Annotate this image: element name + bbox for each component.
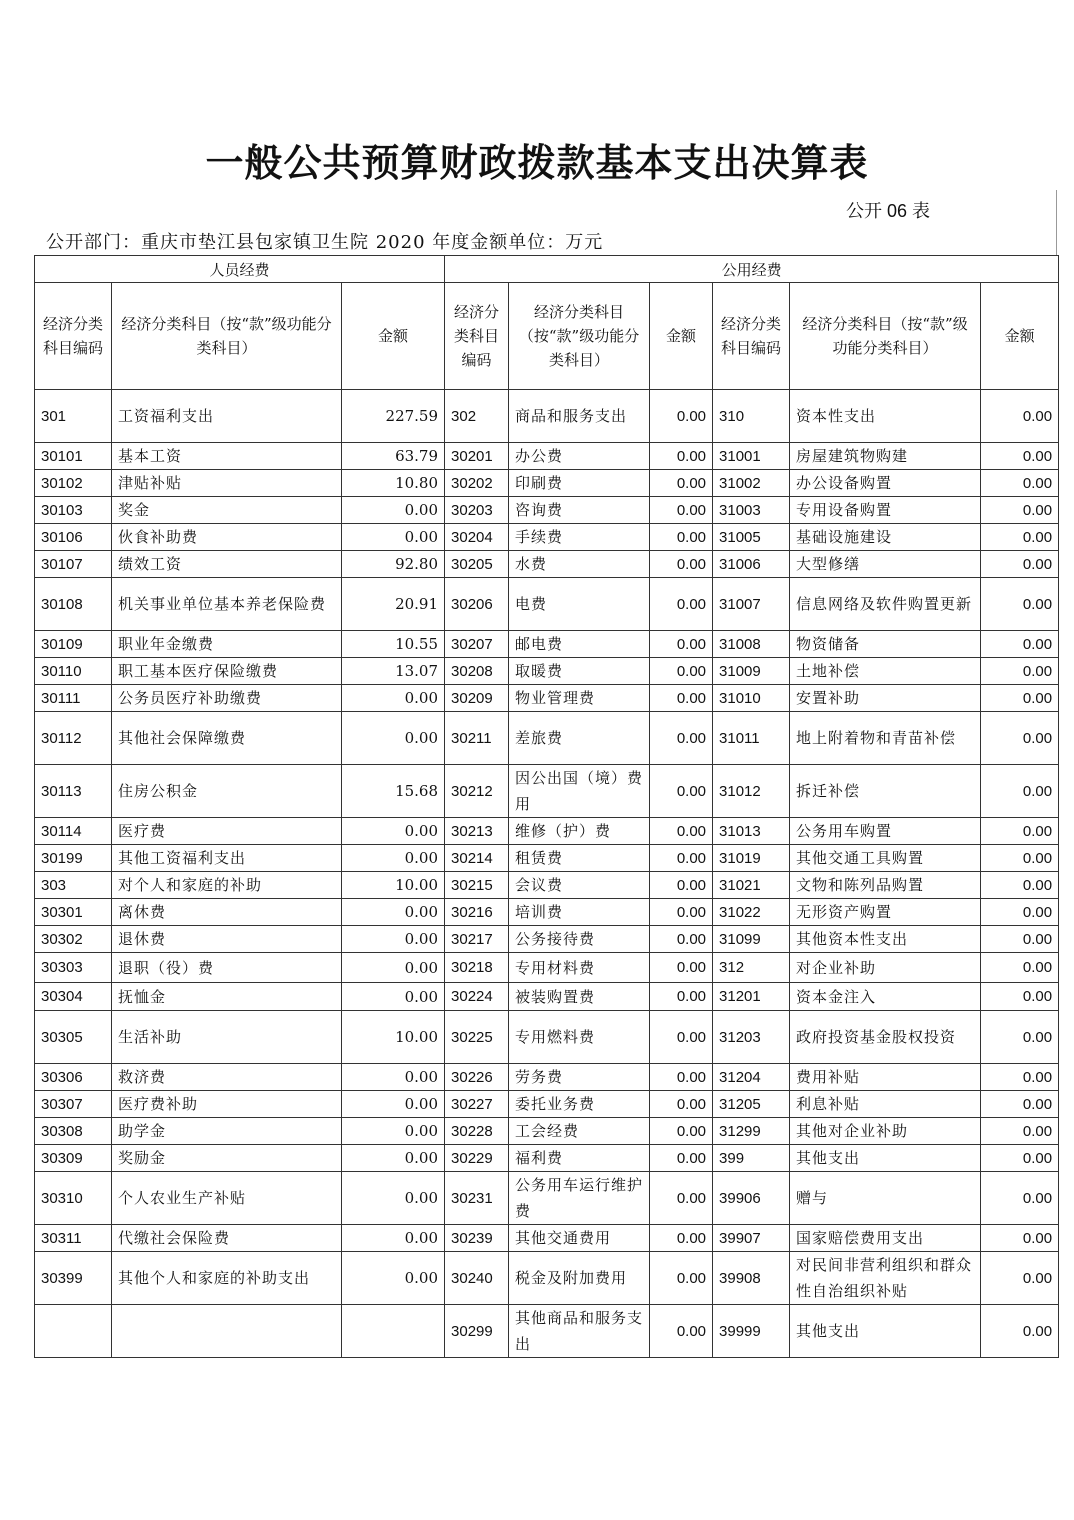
cell-goods-code: 30211 bbox=[445, 712, 509, 765]
cell-capital-amount: 0.00 bbox=[981, 551, 1059, 578]
cell-personnel-name: 公务员医疗补助缴费 bbox=[112, 685, 342, 712]
cell-goods-code: 30217 bbox=[445, 926, 509, 953]
cell-capital-code: 39908 bbox=[713, 1252, 790, 1305]
cell-personnel-amount: 227.59 bbox=[342, 390, 445, 443]
cell-personnel-amount: 0.00 bbox=[342, 524, 445, 551]
col-header-goods-name: 经济分类科目（按“款”级功能分类科目） bbox=[509, 283, 650, 390]
col-header-personnel-amount: 金额 bbox=[342, 283, 445, 390]
cell-personnel-name: 离休费 bbox=[112, 899, 342, 926]
table-row bbox=[35, 1091, 1059, 1118]
cell-goods-amount: 0.00 bbox=[650, 1225, 713, 1252]
col-header-capital-name: 经济分类科目（按“款”级功能分类科目） bbox=[790, 283, 981, 390]
cell-capital-name: 大型修缮 bbox=[790, 551, 981, 578]
table-row bbox=[35, 578, 1059, 631]
cell-personnel-name: 津贴补贴 bbox=[112, 470, 342, 497]
cell-personnel-code: 30112 bbox=[35, 712, 112, 765]
cell-personnel-name bbox=[112, 1305, 342, 1358]
cell-capital-amount: 0.00 bbox=[981, 1252, 1059, 1305]
cell-personnel-name: 工资福利支出 bbox=[112, 390, 342, 443]
cell-goods-amount: 0.00 bbox=[650, 1305, 713, 1358]
cell-personnel-name: 医疗费补助 bbox=[112, 1091, 342, 1118]
cell-personnel-name: 医疗费 bbox=[112, 818, 342, 845]
cell-goods-amount: 0.00 bbox=[650, 926, 713, 953]
cell-capital-code: 31203 bbox=[713, 1011, 790, 1064]
cell-capital-name: 国家赔偿费用支出 bbox=[790, 1225, 981, 1252]
cell-personnel-code: 30103 bbox=[35, 497, 112, 524]
table-row bbox=[35, 497, 1059, 524]
department-unit-line: 公开部门：重庆市垫江县包家镇卫生院 2020 年度金额单位：万元 bbox=[46, 232, 604, 253]
cell-goods-code: 30203 bbox=[445, 497, 509, 524]
cell-capital-amount: 0.00 bbox=[981, 953, 1059, 983]
cell-capital-name: 拆迁补偿 bbox=[790, 765, 981, 818]
public-expense-header: 公用经费 bbox=[445, 256, 1059, 283]
cell-capital-name: 办公设备购置 bbox=[790, 470, 981, 497]
cell-capital-amount: 0.00 bbox=[981, 631, 1059, 658]
cell-goods-amount: 0.00 bbox=[650, 983, 713, 1011]
cell-capital-amount: 0.00 bbox=[981, 443, 1059, 470]
cell-capital-code: 39906 bbox=[713, 1172, 790, 1225]
cell-goods-name: 被装购置费 bbox=[509, 983, 650, 1011]
cell-capital-name: 资本金注入 bbox=[790, 983, 981, 1011]
table-row bbox=[35, 926, 1059, 953]
cell-goods-code: 30215 bbox=[445, 872, 509, 899]
cell-personnel-amount: 0.00 bbox=[342, 1145, 445, 1172]
cell-capital-code: 31022 bbox=[713, 899, 790, 926]
cell-capital-name: 文物和陈列品购置 bbox=[790, 872, 981, 899]
cell-goods-name: 咨询费 bbox=[509, 497, 650, 524]
cell-goods-name: 租赁费 bbox=[509, 845, 650, 872]
cell-personnel-code: 30309 bbox=[35, 1145, 112, 1172]
cell-capital-name: 无形资产购置 bbox=[790, 899, 981, 926]
cell-capital-amount: 0.00 bbox=[981, 845, 1059, 872]
cell-capital-name: 其他支出 bbox=[790, 1305, 981, 1358]
cell-personnel-amount: 0.00 bbox=[342, 899, 445, 926]
cell-personnel-code: 30110 bbox=[35, 658, 112, 685]
cell-personnel-name: 奖金 bbox=[112, 497, 342, 524]
cell-capital-code: 31008 bbox=[713, 631, 790, 658]
table-row bbox=[35, 845, 1059, 872]
cell-goods-code: 30207 bbox=[445, 631, 509, 658]
table-row bbox=[35, 953, 1059, 983]
cell-goods-name: 公务用车运行维护费 bbox=[509, 1172, 650, 1225]
cell-capital-amount: 0.00 bbox=[981, 390, 1059, 443]
cell-capital-amount: 0.00 bbox=[981, 1011, 1059, 1064]
cell-personnel-code: 30301 bbox=[35, 899, 112, 926]
cell-personnel-amount: 0.00 bbox=[342, 1252, 445, 1305]
cell-personnel-code: 303 bbox=[35, 872, 112, 899]
cell-capital-name: 信息网络及软件购置更新 bbox=[790, 578, 981, 631]
cell-personnel-name: 奖励金 bbox=[112, 1145, 342, 1172]
cell-goods-amount: 0.00 bbox=[650, 712, 713, 765]
cell-capital-name: 安置补助 bbox=[790, 685, 981, 712]
cell-personnel-name: 对个人和家庭的补助 bbox=[112, 872, 342, 899]
cell-personnel-code: 30111 bbox=[35, 685, 112, 712]
cell-personnel-code: 30101 bbox=[35, 443, 112, 470]
cell-goods-code: 30299 bbox=[445, 1305, 509, 1358]
cell-goods-name: 其他商品和服务支出 bbox=[509, 1305, 650, 1358]
cell-capital-code: 39999 bbox=[713, 1305, 790, 1358]
table-number: 公开 06 表 bbox=[846, 201, 931, 221]
cell-personnel-amount: 0.00 bbox=[342, 1225, 445, 1252]
cell-goods-code: 30209 bbox=[445, 685, 509, 712]
table-row bbox=[35, 658, 1059, 685]
cell-goods-name: 印刷费 bbox=[509, 470, 650, 497]
table-row bbox=[35, 1225, 1059, 1252]
col-header-personnel-code: 经济分类科目编码 bbox=[35, 283, 112, 390]
cell-capital-name: 房屋建筑物购建 bbox=[790, 443, 981, 470]
cell-goods-amount: 0.00 bbox=[650, 1118, 713, 1145]
cell-personnel-code: 30307 bbox=[35, 1091, 112, 1118]
cell-personnel-amount: 0.00 bbox=[342, 926, 445, 953]
cell-goods-name: 电费 bbox=[509, 578, 650, 631]
cell-goods-code: 30240 bbox=[445, 1252, 509, 1305]
cell-personnel-amount: 0.00 bbox=[342, 712, 445, 765]
table-row bbox=[35, 443, 1059, 470]
cell-personnel-code: 30102 bbox=[35, 470, 112, 497]
cell-personnel-code: 30305 bbox=[35, 1011, 112, 1064]
cell-personnel-amount: 10.00 bbox=[342, 1011, 445, 1064]
cell-capital-name: 基础设施建设 bbox=[790, 524, 981, 551]
cell-personnel-amount: 0.00 bbox=[342, 1172, 445, 1225]
cell-capital-code: 31205 bbox=[713, 1091, 790, 1118]
cell-capital-code: 31099 bbox=[713, 926, 790, 953]
cell-capital-code: 31019 bbox=[713, 845, 790, 872]
cell-capital-name: 政府投资基金股权投资 bbox=[790, 1011, 981, 1064]
table-row bbox=[35, 685, 1059, 712]
table-row bbox=[35, 631, 1059, 658]
cell-personnel-amount bbox=[342, 1305, 445, 1358]
cell-capital-amount: 0.00 bbox=[981, 983, 1059, 1011]
table-row bbox=[35, 983, 1059, 1011]
cell-goods-amount: 0.00 bbox=[650, 551, 713, 578]
cell-personnel-amount: 13.07 bbox=[342, 658, 445, 685]
cell-goods-amount: 0.00 bbox=[650, 443, 713, 470]
cell-capital-name: 费用补贴 bbox=[790, 1064, 981, 1091]
cell-personnel-amount: 15.68 bbox=[342, 765, 445, 818]
cell-personnel-name: 绩效工资 bbox=[112, 551, 342, 578]
cell-capital-name: 资本性支出 bbox=[790, 390, 981, 443]
cell-goods-name: 工会经费 bbox=[509, 1118, 650, 1145]
col-header-capital-amount: 金额 bbox=[981, 283, 1059, 390]
cell-personnel-code: 301 bbox=[35, 390, 112, 443]
cell-capital-amount: 0.00 bbox=[981, 497, 1059, 524]
table-row bbox=[35, 1064, 1059, 1091]
cell-goods-code: 30214 bbox=[445, 845, 509, 872]
cell-goods-amount: 0.00 bbox=[650, 631, 713, 658]
cell-goods-name: 公务接待费 bbox=[509, 926, 650, 953]
cell-capital-name: 其他资本性支出 bbox=[790, 926, 981, 953]
cell-goods-amount: 0.00 bbox=[650, 872, 713, 899]
cell-goods-amount: 0.00 bbox=[650, 1172, 713, 1225]
cell-capital-code: 312 bbox=[713, 953, 790, 983]
cell-personnel-amount: 63.79 bbox=[342, 443, 445, 470]
cell-goods-amount: 0.00 bbox=[650, 1064, 713, 1091]
cell-capital-amount: 0.00 bbox=[981, 712, 1059, 765]
cell-personnel-code: 30303 bbox=[35, 953, 112, 983]
cell-goods-name: 劳务费 bbox=[509, 1064, 650, 1091]
cell-capital-code: 31299 bbox=[713, 1118, 790, 1145]
cell-personnel-name: 其他个人和家庭的补助支出 bbox=[112, 1252, 342, 1305]
cell-personnel-code: 30308 bbox=[35, 1118, 112, 1145]
cell-personnel-name: 救济费 bbox=[112, 1064, 342, 1091]
cell-personnel-amount: 0.00 bbox=[342, 983, 445, 1011]
cell-goods-amount: 0.00 bbox=[650, 390, 713, 443]
cell-capital-amount: 0.00 bbox=[981, 1172, 1059, 1225]
cell-capital-amount: 0.00 bbox=[981, 1145, 1059, 1172]
cell-goods-amount: 0.00 bbox=[650, 1011, 713, 1064]
cell-personnel-amount: 0.00 bbox=[342, 1091, 445, 1118]
cell-personnel-amount: 0.00 bbox=[342, 1118, 445, 1145]
cell-goods-code: 30218 bbox=[445, 953, 509, 983]
cell-goods-name: 税金及附加费用 bbox=[509, 1252, 650, 1305]
table-row bbox=[35, 470, 1059, 497]
cell-goods-amount: 0.00 bbox=[650, 899, 713, 926]
cell-personnel-name: 伙食补助费 bbox=[112, 524, 342, 551]
cell-personnel-amount: 0.00 bbox=[342, 818, 445, 845]
cell-goods-code: 30206 bbox=[445, 578, 509, 631]
cell-goods-amount: 0.00 bbox=[650, 1091, 713, 1118]
cell-personnel-name: 职工基本医疗保险缴费 bbox=[112, 658, 342, 685]
cell-goods-code: 30202 bbox=[445, 470, 509, 497]
table-row bbox=[35, 1145, 1059, 1172]
cell-goods-name: 差旅费 bbox=[509, 712, 650, 765]
cell-personnel-name: 抚恤金 bbox=[112, 983, 342, 1011]
cell-goods-amount: 0.00 bbox=[650, 845, 713, 872]
cell-capital-name: 专用设备购置 bbox=[790, 497, 981, 524]
cell-personnel-code: 30109 bbox=[35, 631, 112, 658]
table-row bbox=[35, 1252, 1059, 1305]
cell-capital-amount: 0.00 bbox=[981, 926, 1059, 953]
cell-capital-code: 31002 bbox=[713, 470, 790, 497]
cell-capital-code: 31006 bbox=[713, 551, 790, 578]
cell-goods-name: 会议费 bbox=[509, 872, 650, 899]
table-row bbox=[35, 1305, 1059, 1358]
cell-capital-amount: 0.00 bbox=[981, 1064, 1059, 1091]
table-row bbox=[35, 899, 1059, 926]
cell-goods-code: 30201 bbox=[445, 443, 509, 470]
cell-capital-name: 其他对企业补助 bbox=[790, 1118, 981, 1145]
table-row bbox=[35, 765, 1059, 818]
cell-personnel-code: 30306 bbox=[35, 1064, 112, 1091]
cell-goods-amount: 0.00 bbox=[650, 578, 713, 631]
cell-capital-name: 物资储备 bbox=[790, 631, 981, 658]
cell-personnel-name: 退休费 bbox=[112, 926, 342, 953]
cell-goods-amount: 0.00 bbox=[650, 953, 713, 983]
cell-capital-amount: 0.00 bbox=[981, 470, 1059, 497]
cell-personnel-name: 生活补助 bbox=[112, 1011, 342, 1064]
cell-personnel-amount: 0.00 bbox=[342, 685, 445, 712]
cell-goods-name: 物业管理费 bbox=[509, 685, 650, 712]
cell-goods-name: 福利费 bbox=[509, 1145, 650, 1172]
cell-goods-code: 30212 bbox=[445, 765, 509, 818]
table-row bbox=[35, 1011, 1059, 1064]
cell-goods-name: 邮电费 bbox=[509, 631, 650, 658]
cell-goods-code: 30229 bbox=[445, 1145, 509, 1172]
cell-capital-name: 公务用车购置 bbox=[790, 818, 981, 845]
cell-personnel-code: 30302 bbox=[35, 926, 112, 953]
cell-goods-code: 30228 bbox=[445, 1118, 509, 1145]
cell-personnel-amount: 0.00 bbox=[342, 497, 445, 524]
cell-goods-amount: 0.00 bbox=[650, 1252, 713, 1305]
cell-goods-code: 30213 bbox=[445, 818, 509, 845]
cell-personnel-amount: 20.91 bbox=[342, 578, 445, 631]
cell-goods-amount: 0.00 bbox=[650, 685, 713, 712]
personnel-expense-header: 人员经费 bbox=[35, 256, 445, 283]
table-row bbox=[35, 551, 1059, 578]
cell-capital-code: 39907 bbox=[713, 1225, 790, 1252]
cell-goods-name: 专用燃料费 bbox=[509, 1011, 650, 1064]
table-row bbox=[35, 390, 1059, 443]
cell-capital-code: 310 bbox=[713, 390, 790, 443]
cell-capital-name: 赠与 bbox=[790, 1172, 981, 1225]
table-row bbox=[35, 1118, 1059, 1145]
cell-personnel-code: 30108 bbox=[35, 578, 112, 631]
cell-goods-name: 手续费 bbox=[509, 524, 650, 551]
cell-capital-code: 31007 bbox=[713, 578, 790, 631]
cell-capital-amount: 0.00 bbox=[981, 899, 1059, 926]
cell-goods-code: 30226 bbox=[445, 1064, 509, 1091]
cell-capital-amount: 0.00 bbox=[981, 578, 1059, 631]
cell-personnel-code: 30199 bbox=[35, 845, 112, 872]
cell-goods-name: 办公费 bbox=[509, 443, 650, 470]
cell-personnel-name: 其他社会保障缴费 bbox=[112, 712, 342, 765]
cell-goods-code: 30239 bbox=[445, 1225, 509, 1252]
cell-goods-amount: 0.00 bbox=[650, 470, 713, 497]
cell-personnel-code: 30106 bbox=[35, 524, 112, 551]
cell-goods-code: 30225 bbox=[445, 1011, 509, 1064]
cell-goods-code: 30204 bbox=[445, 524, 509, 551]
cell-capital-amount: 0.00 bbox=[981, 872, 1059, 899]
cell-goods-code: 30216 bbox=[445, 899, 509, 926]
page-title: 一般公共预算财政拨款基本支出决算表 bbox=[205, 140, 869, 185]
cell-personnel-name: 个人农业生产补贴 bbox=[112, 1172, 342, 1225]
cell-personnel-code bbox=[35, 1305, 112, 1358]
cell-personnel-amount: 0.00 bbox=[342, 1064, 445, 1091]
cell-personnel-code: 30107 bbox=[35, 551, 112, 578]
cell-personnel-code: 30399 bbox=[35, 1252, 112, 1305]
cell-capital-amount: 0.00 bbox=[981, 765, 1059, 818]
cell-capital-amount: 0.00 bbox=[981, 685, 1059, 712]
table-row bbox=[35, 872, 1059, 899]
cell-capital-amount: 0.00 bbox=[981, 1091, 1059, 1118]
cell-capital-code: 31003 bbox=[713, 497, 790, 524]
cell-personnel-name: 职业年金缴费 bbox=[112, 631, 342, 658]
cell-personnel-name: 助学金 bbox=[112, 1118, 342, 1145]
cell-personnel-code: 30310 bbox=[35, 1172, 112, 1225]
table-row bbox=[35, 1172, 1059, 1225]
cell-capital-name: 其他交通工具购置 bbox=[790, 845, 981, 872]
cell-personnel-name: 住房公积金 bbox=[112, 765, 342, 818]
col-header-goods-amount: 金额 bbox=[650, 283, 713, 390]
cell-capital-name: 对民间非营利组织和群众性自治组织补贴 bbox=[790, 1252, 981, 1305]
cell-goods-name: 取暖费 bbox=[509, 658, 650, 685]
cell-personnel-name: 其他工资福利支出 bbox=[112, 845, 342, 872]
cell-goods-code: 30227 bbox=[445, 1091, 509, 1118]
cell-capital-code: 31012 bbox=[713, 765, 790, 818]
cell-personnel-name: 机关事业单位基本养老保险费 bbox=[112, 578, 342, 631]
cell-goods-amount: 0.00 bbox=[650, 524, 713, 551]
cell-goods-amount: 0.00 bbox=[650, 765, 713, 818]
table-body bbox=[35, 390, 1059, 1358]
cell-goods-name: 专用材料费 bbox=[509, 953, 650, 983]
cell-personnel-code: 30113 bbox=[35, 765, 112, 818]
table-row bbox=[35, 818, 1059, 845]
cell-goods-name: 因公出国（境）费用 bbox=[509, 765, 650, 818]
edge-divider bbox=[1056, 190, 1057, 256]
table-row bbox=[35, 712, 1059, 765]
cell-personnel-amount: 10.80 bbox=[342, 470, 445, 497]
cell-goods-code: 30205 bbox=[445, 551, 509, 578]
cell-personnel-name: 退职（役）费 bbox=[112, 953, 342, 983]
expenditure-table bbox=[34, 255, 1059, 1358]
cell-personnel-amount: 92.80 bbox=[342, 551, 445, 578]
cell-capital-code: 31010 bbox=[713, 685, 790, 712]
col-header-capital-code: 经济分类科目编码 bbox=[713, 283, 790, 390]
cell-personnel-code: 30304 bbox=[35, 983, 112, 1011]
cell-goods-code: 30231 bbox=[445, 1172, 509, 1225]
cell-personnel-name: 代缴社会保险费 bbox=[112, 1225, 342, 1252]
cell-capital-code: 31021 bbox=[713, 872, 790, 899]
cell-capital-amount: 0.00 bbox=[981, 818, 1059, 845]
cell-capital-name: 利息补贴 bbox=[790, 1091, 981, 1118]
cell-capital-code: 31011 bbox=[713, 712, 790, 765]
cell-goods-amount: 0.00 bbox=[650, 658, 713, 685]
cell-goods-name: 商品和服务支出 bbox=[509, 390, 650, 443]
cell-personnel-amount: 0.00 bbox=[342, 953, 445, 983]
cell-capital-code: 399 bbox=[713, 1145, 790, 1172]
cell-capital-code: 31204 bbox=[713, 1064, 790, 1091]
cell-capital-amount: 0.00 bbox=[981, 1118, 1059, 1145]
cell-capital-code: 31005 bbox=[713, 524, 790, 551]
col-header-personnel-name: 经济分类科目（按“款”级功能分类科目） bbox=[112, 283, 342, 390]
cell-personnel-code: 30311 bbox=[35, 1225, 112, 1252]
cell-capital-code: 31009 bbox=[713, 658, 790, 685]
cell-goods-name: 维修（护）费 bbox=[509, 818, 650, 845]
cell-personnel-amount: 0.00 bbox=[342, 845, 445, 872]
cell-capital-amount: 0.00 bbox=[981, 658, 1059, 685]
cell-goods-amount: 0.00 bbox=[650, 818, 713, 845]
cell-goods-name: 水费 bbox=[509, 551, 650, 578]
table-row bbox=[35, 524, 1059, 551]
cell-capital-code: 31013 bbox=[713, 818, 790, 845]
cell-goods-code: 30208 bbox=[445, 658, 509, 685]
cell-goods-name: 委托业务费 bbox=[509, 1091, 650, 1118]
cell-goods-name: 其他交通费用 bbox=[509, 1225, 650, 1252]
cell-capital-code: 31001 bbox=[713, 443, 790, 470]
cell-personnel-amount: 10.00 bbox=[342, 872, 445, 899]
cell-goods-amount: 0.00 bbox=[650, 1145, 713, 1172]
cell-capital-code: 31201 bbox=[713, 983, 790, 1011]
cell-goods-name: 培训费 bbox=[509, 899, 650, 926]
cell-goods-code: 302 bbox=[445, 390, 509, 443]
cell-personnel-code: 30114 bbox=[35, 818, 112, 845]
cell-capital-amount: 0.00 bbox=[981, 1225, 1059, 1252]
col-header-goods-code: 经济分类科目编码 bbox=[445, 283, 509, 390]
cell-capital-name: 土地补偿 bbox=[790, 658, 981, 685]
cell-capital-name: 地上附着物和青苗补偿 bbox=[790, 712, 981, 765]
cell-goods-amount: 0.00 bbox=[650, 497, 713, 524]
cell-capital-name: 其他支出 bbox=[790, 1145, 981, 1172]
cell-personnel-amount: 10.55 bbox=[342, 631, 445, 658]
cell-goods-code: 30224 bbox=[445, 983, 509, 1011]
cell-capital-amount: 0.00 bbox=[981, 524, 1059, 551]
cell-capital-amount: 0.00 bbox=[981, 1305, 1059, 1358]
cell-personnel-name: 基本工资 bbox=[112, 443, 342, 470]
cell-capital-name: 对企业补助 bbox=[790, 953, 981, 983]
